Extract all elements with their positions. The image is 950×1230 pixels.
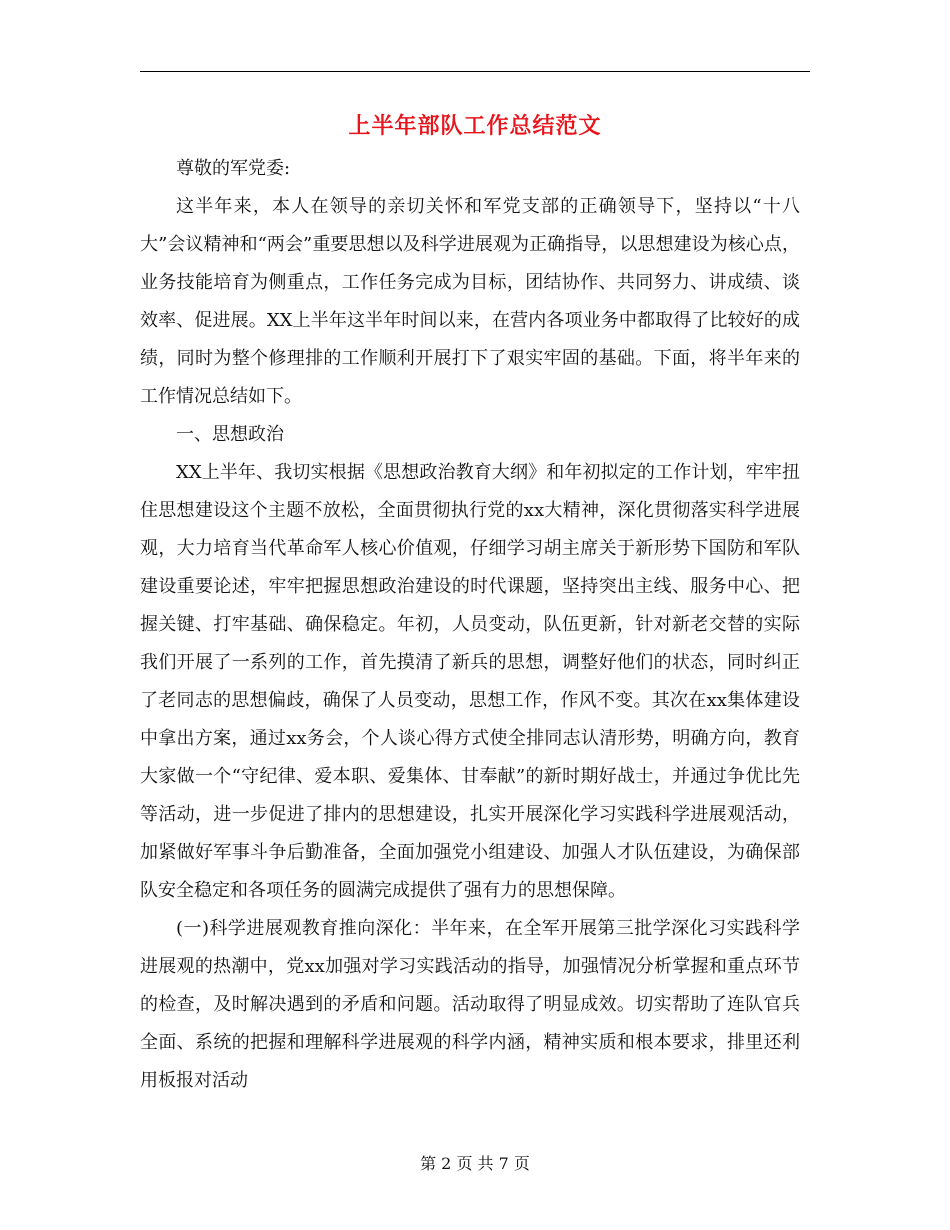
salutation-paragraph: 尊敬的军党委: xyxy=(176,158,291,179)
intro-paragraph: 这半年来，本人在领导的亲切关怀和军党支部的正确领导下，坚持以“十八大”会议精神和“两会”重要思想以及科学进展观为正确指导，以思想建设为核心点，业务技能培育为侧重点，工作任务完成为目标，团结协作、共同努力、讲成绩、谈效率、促进展。XX上半年这半年时间以来，在营内各项业务中都取得了比较好的成绩，同时为整个修理排的工作顺利开展打下了艰实牢固的基础。下面，将半年来的工作情况总结如下。 xyxy=(140,196,800,407)
section-heading: 一、思想政治 xyxy=(176,424,284,445)
page-number-footer: 第 2 页 共 7 页 xyxy=(420,1154,530,1173)
document-body xyxy=(140,150,800,1100)
header-rule xyxy=(140,71,810,72)
section-paragraph: XX上半年、我切实根据《思想政治教育大纲》和年初拟定的工作计划，牢牢扭住思想建设这个主题不放松，全面贯彻执行党的xx大精神，深化贯彻落实科学进展观，大力培育当代革命军人核心价值观，仔细学习胡主席关于新形势下国防和军队建设重要论述，牢牢把握思想政治建设的时代课题，坚持突出主线、服务中心、把握关键、打牢基础、确保稳定。年初，人员变动，队伍更新，针对新老交替的实际我们开展了一系列的工作，首先摸清了新兵的思想，调整好他们的状态，同时纠正了老同志的思想偏歧，确保了人员变动，思想工作，作风不变。其次在xx集体建设中拿出方案，通过xx务会，个人谈心得方式使全排同志认清形势，明确方向，教育大家做一个“守纪律、爱本职、爱集体、甘奉献”的新时期好战士，并通过争优比先等活动，进一步促进了排内的思想建设，扎实开展深化学习实践科学进展观活动，加紧做好军事斗争后勤准备，全面加强党小组建设、加强人才队伍建设，为确保部队安全稳定和各项任务的圆满完成提供了强有力的思想保障。 xyxy=(140,462,800,901)
document-title: 上半年部队工作总结范文 xyxy=(348,113,602,139)
subsection-paragraph: (一)科学进展观教育推向深化：半年来，在全军开展第三批学深化习实践科学进展观的热潮中，党xx加强对学习实践活动的指导，加强情况分析掌握和重点环节的检查，及时解决遇到的矛盾和问题。活动取得了明显成效。切实帮助了连队官兵全面、系统的把握和理解科学进展观的科学内涵，精神实质和根本要求，排里还利用板报对活动 xyxy=(140,918,800,1091)
